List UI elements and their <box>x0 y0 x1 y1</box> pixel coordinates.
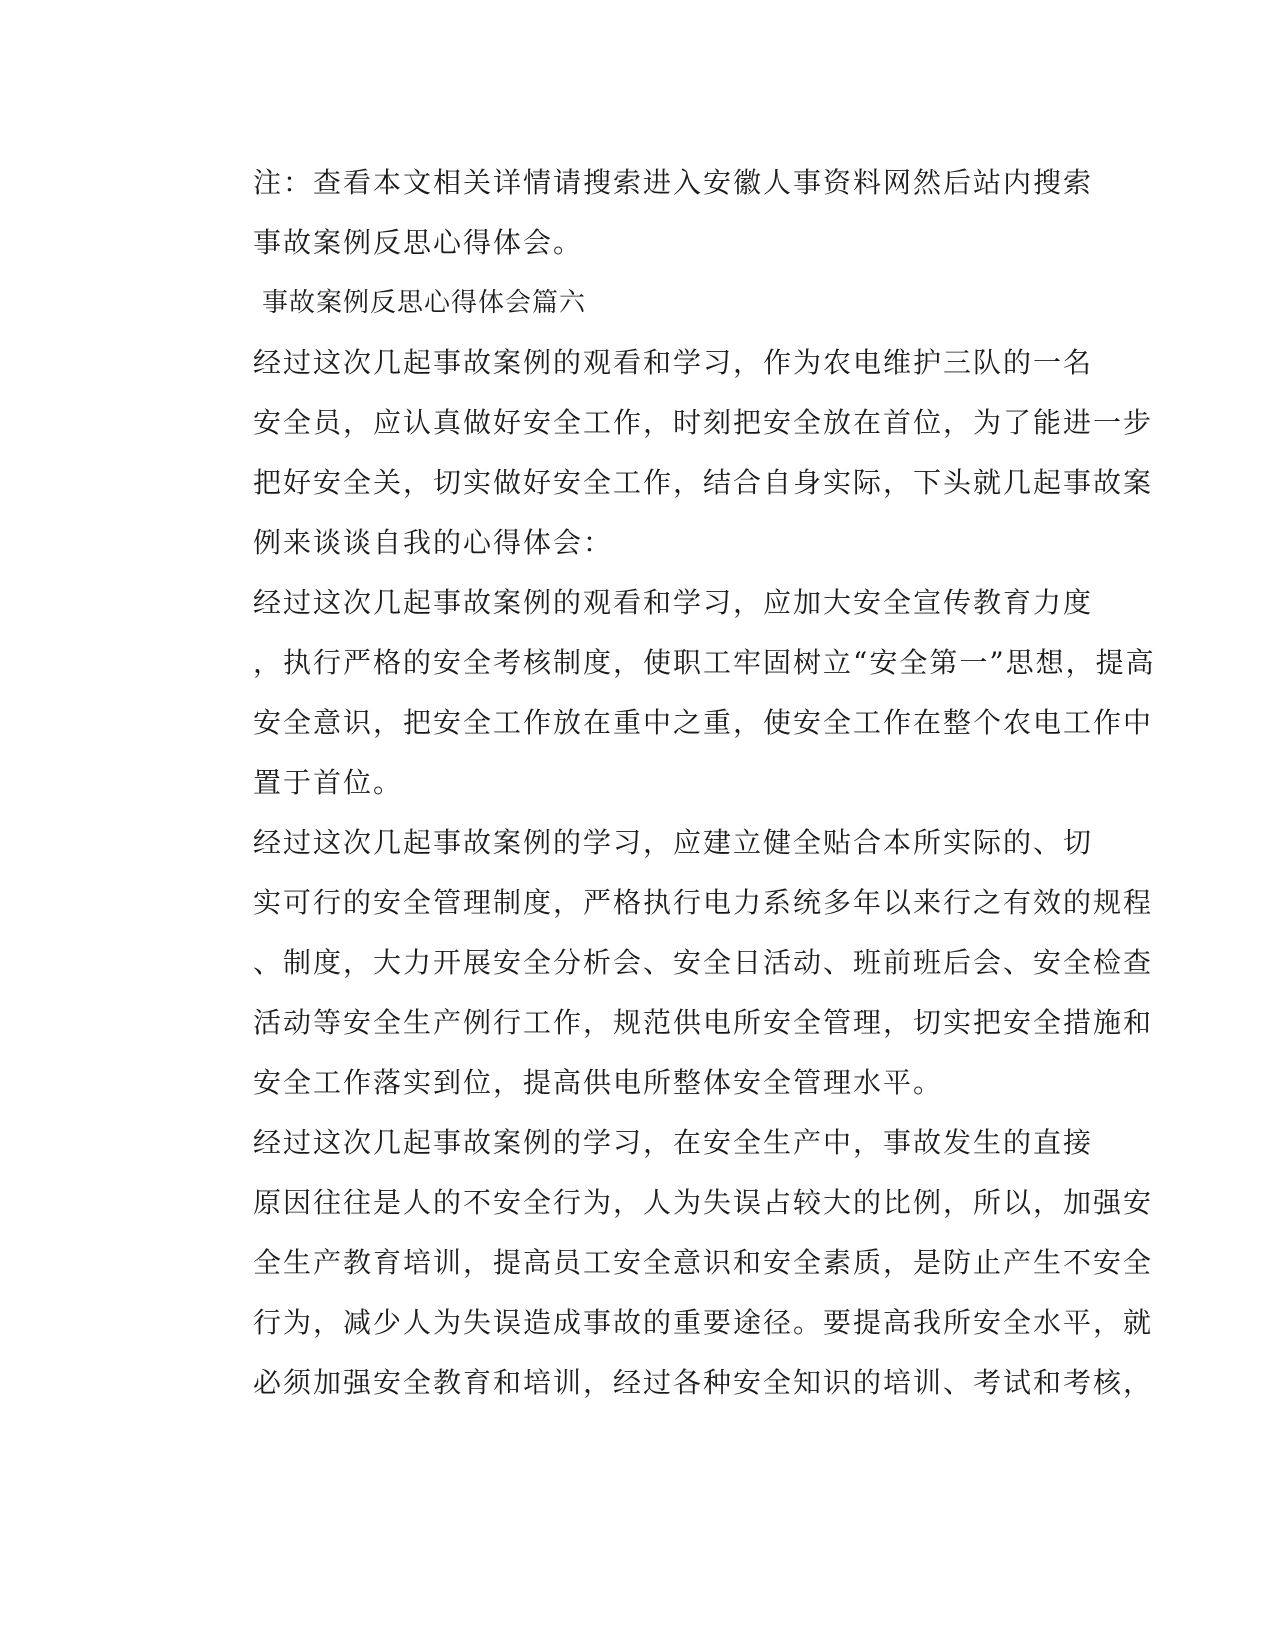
note-line: 事故案例反思心得体会。 <box>253 226 584 259</box>
paragraph-line: 经过这次几起事故案例的学习，在安全生产中，事故发生的直接 <box>253 1126 1094 1159</box>
paragraph-line: 全生产教育培训，提高员工安全意识和安全素质，是防止产生不安全 <box>253 1246 1154 1279</box>
paragraph-line: 安全员，应认真做好安全工作，时刻把安全放在首位，为了能进一步 <box>253 406 1154 439</box>
paragraph-line: 例来谈谈自我的心得体会： <box>253 526 614 559</box>
section-title: 事故案例反思心得体会篇六 <box>262 288 587 318</box>
paragraph-line: 把好安全关，切实做好安全工作，结合自身实际，下头就几起事故案 <box>253 466 1154 499</box>
paragraph-line: 活动等安全生产例行工作，规范供电所安全管理，切实把安全措施和 <box>253 1006 1154 1039</box>
paragraph-line: ，执行严格的安全考核制度，使职工牢固树立“安全第一”思想，提高 <box>253 646 1156 679</box>
note-line: 注：查看本文相关详情请搜索进入安徽人事资料网然后站内搜索 <box>253 166 1094 199</box>
body-paragraph-2 <box>183 573 1156 813</box>
paragraph-line: 行为，减少人为失误造成事故的重要途径。要提高我所安全水平，就 <box>253 1306 1154 1339</box>
body-paragraph-4 <box>183 1113 1154 1413</box>
paragraph-line: 原因往往是人的不安全行为，人为失误占较大的比例，所以，加强安 <box>253 1186 1154 1219</box>
paragraph-line: 经过这次几起事故案例的学习，应建立健全贴合本所实际的、切 <box>253 826 1094 859</box>
body-paragraph-1 <box>183 333 1154 573</box>
paragraph-line: 安全意识，把安全工作放在重中之重，使安全工作在整个农电工作中 <box>253 706 1154 739</box>
paragraph-line: 置于首位。 <box>253 766 404 799</box>
document-page <box>183 153 1156 1413</box>
paragraph-line: 安全工作落实到位，提高供电所整体安全管理水平。 <box>253 1066 944 1099</box>
body-paragraph-3 <box>183 813 1154 1113</box>
paragraph-line: 、制度，大力开展安全分析会、安全日活动、班前班后会、安全检查 <box>253 946 1154 979</box>
paragraph-line: 必须加强安全教育和培训，经过各种安全知识的培训、考试和考核， <box>253 1366 1154 1399</box>
paragraph-line: 经过这次几起事故案例的观看和学习，应加大安全宣传教育力度 <box>253 586 1094 619</box>
note-paragraph <box>183 153 1094 273</box>
paragraph-line: 经过这次几起事故案例的观看和学习，作为农电维护三队的一名 <box>253 346 1094 379</box>
paragraph-line: 实可行的安全管理制度，严格执行电力系统多年以来行之有效的规程 <box>253 886 1154 919</box>
